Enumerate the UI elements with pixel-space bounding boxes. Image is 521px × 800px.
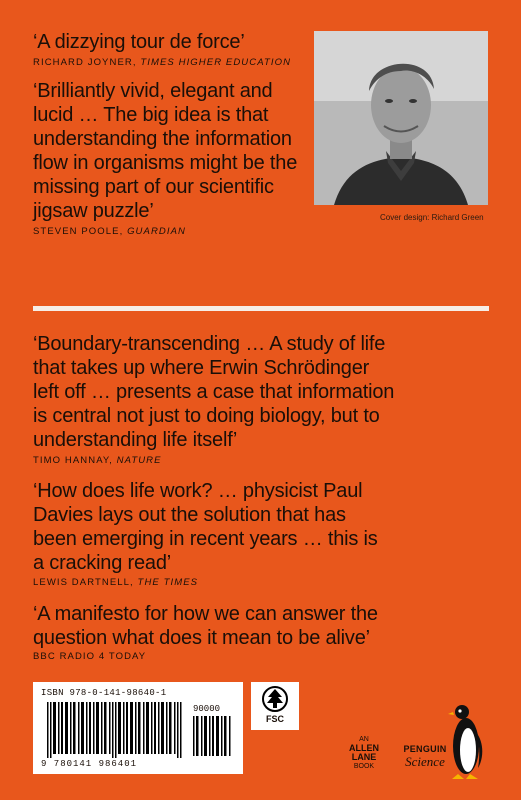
fsc-tree-icon: [251, 682, 299, 714]
review-attribution-3: [33, 455, 162, 466]
quote-line: jigsaw puzzle’: [33, 200, 154, 222]
attribution-publication: THE TIMES: [137, 577, 199, 588]
isbn-barcode: [33, 682, 243, 774]
attribution-publication: TIMES HIGHER EDUCATION: [140, 57, 292, 68]
fsc-label: FSC: [266, 714, 284, 724]
imprint-series: Science: [405, 754, 445, 769]
price-code: 90000: [193, 704, 221, 714]
attribution-publication: NATURE: [116, 455, 162, 466]
review-attribution-1: [33, 57, 291, 68]
quote-line: understanding life itself’: [33, 429, 238, 451]
imprint-name: PENGUIN: [403, 744, 447, 754]
review-attribution-4: [33, 577, 198, 588]
quote-line: understanding the information: [33, 128, 292, 150]
attribution-name: STEVEN POOLE,: [33, 226, 128, 237]
cover-design-credit: Cover design: Richard Green: [380, 213, 484, 222]
quote-line: lucid … The big idea is that: [33, 104, 269, 126]
attribution-name: LEWIS DARTNELL,: [33, 577, 138, 588]
attribution-name: BBC RADIO 4 TODAY: [33, 651, 147, 662]
review-quote-2: [33, 79, 297, 223]
penguin-logo-icon: [448, 702, 488, 780]
imprint-wordmark: [400, 744, 450, 770]
quote-line: a cracking read’: [33, 552, 171, 574]
attribution-name: TIMO HANNAY,: [33, 455, 117, 466]
quote-line: ‘Boundary-transcending … A study of life: [33, 333, 386, 355]
allen-lane-mark: [346, 735, 382, 771]
review-attribution-2: [33, 226, 186, 237]
quote-line: flow in organisms might be the: [33, 152, 298, 174]
publisher-line: LANE: [351, 752, 377, 762]
quote-line: that takes up where Erwin Schrödinger: [33, 357, 370, 379]
attribution-name: RICHARD JOYNER,: [33, 57, 141, 68]
price-code-bars: [193, 716, 233, 756]
publisher-line: AN: [359, 736, 369, 743]
quote-line: left off … presents a case that information: [33, 381, 395, 403]
quote-line: Davies lays out the solution that has: [33, 504, 346, 526]
review-quote-3: [33, 332, 394, 452]
isbn-label: ISBN 978-0-141-98640-1: [41, 688, 167, 698]
attribution-publication: GUARDIAN: [127, 226, 187, 237]
quote-line: missing part of our scientific: [33, 176, 274, 198]
isbn-digits: 9 780141 986401: [41, 759, 138, 769]
quote-line: ‘A manifesto for how we can answer the: [33, 603, 378, 625]
author-photo: [314, 31, 488, 205]
fsc-logo: [251, 682, 299, 730]
quote-line: is central not just to doing biology, but to: [33, 405, 380, 427]
quote-line: been emerging in recent years … this is: [33, 528, 378, 550]
review-quote-4: [33, 479, 378, 575]
quote-line: question what does it mean to be alive’: [33, 627, 370, 649]
quote-line: ‘How does life work? … physicist Paul: [33, 480, 363, 502]
barcode-bars: [47, 702, 185, 758]
review-attribution-5: [33, 651, 146, 662]
publisher-line: BOOK: [353, 763, 375, 770]
divider-rule: [33, 306, 489, 311]
quote-line: ‘Brilliantly vivid, elegant and: [33, 80, 273, 102]
review-quote-5: [33, 602, 378, 650]
review-quote-1: ‘A dizzying tour de force’: [33, 31, 245, 53]
publisher-line: ALLEN: [349, 743, 379, 753]
